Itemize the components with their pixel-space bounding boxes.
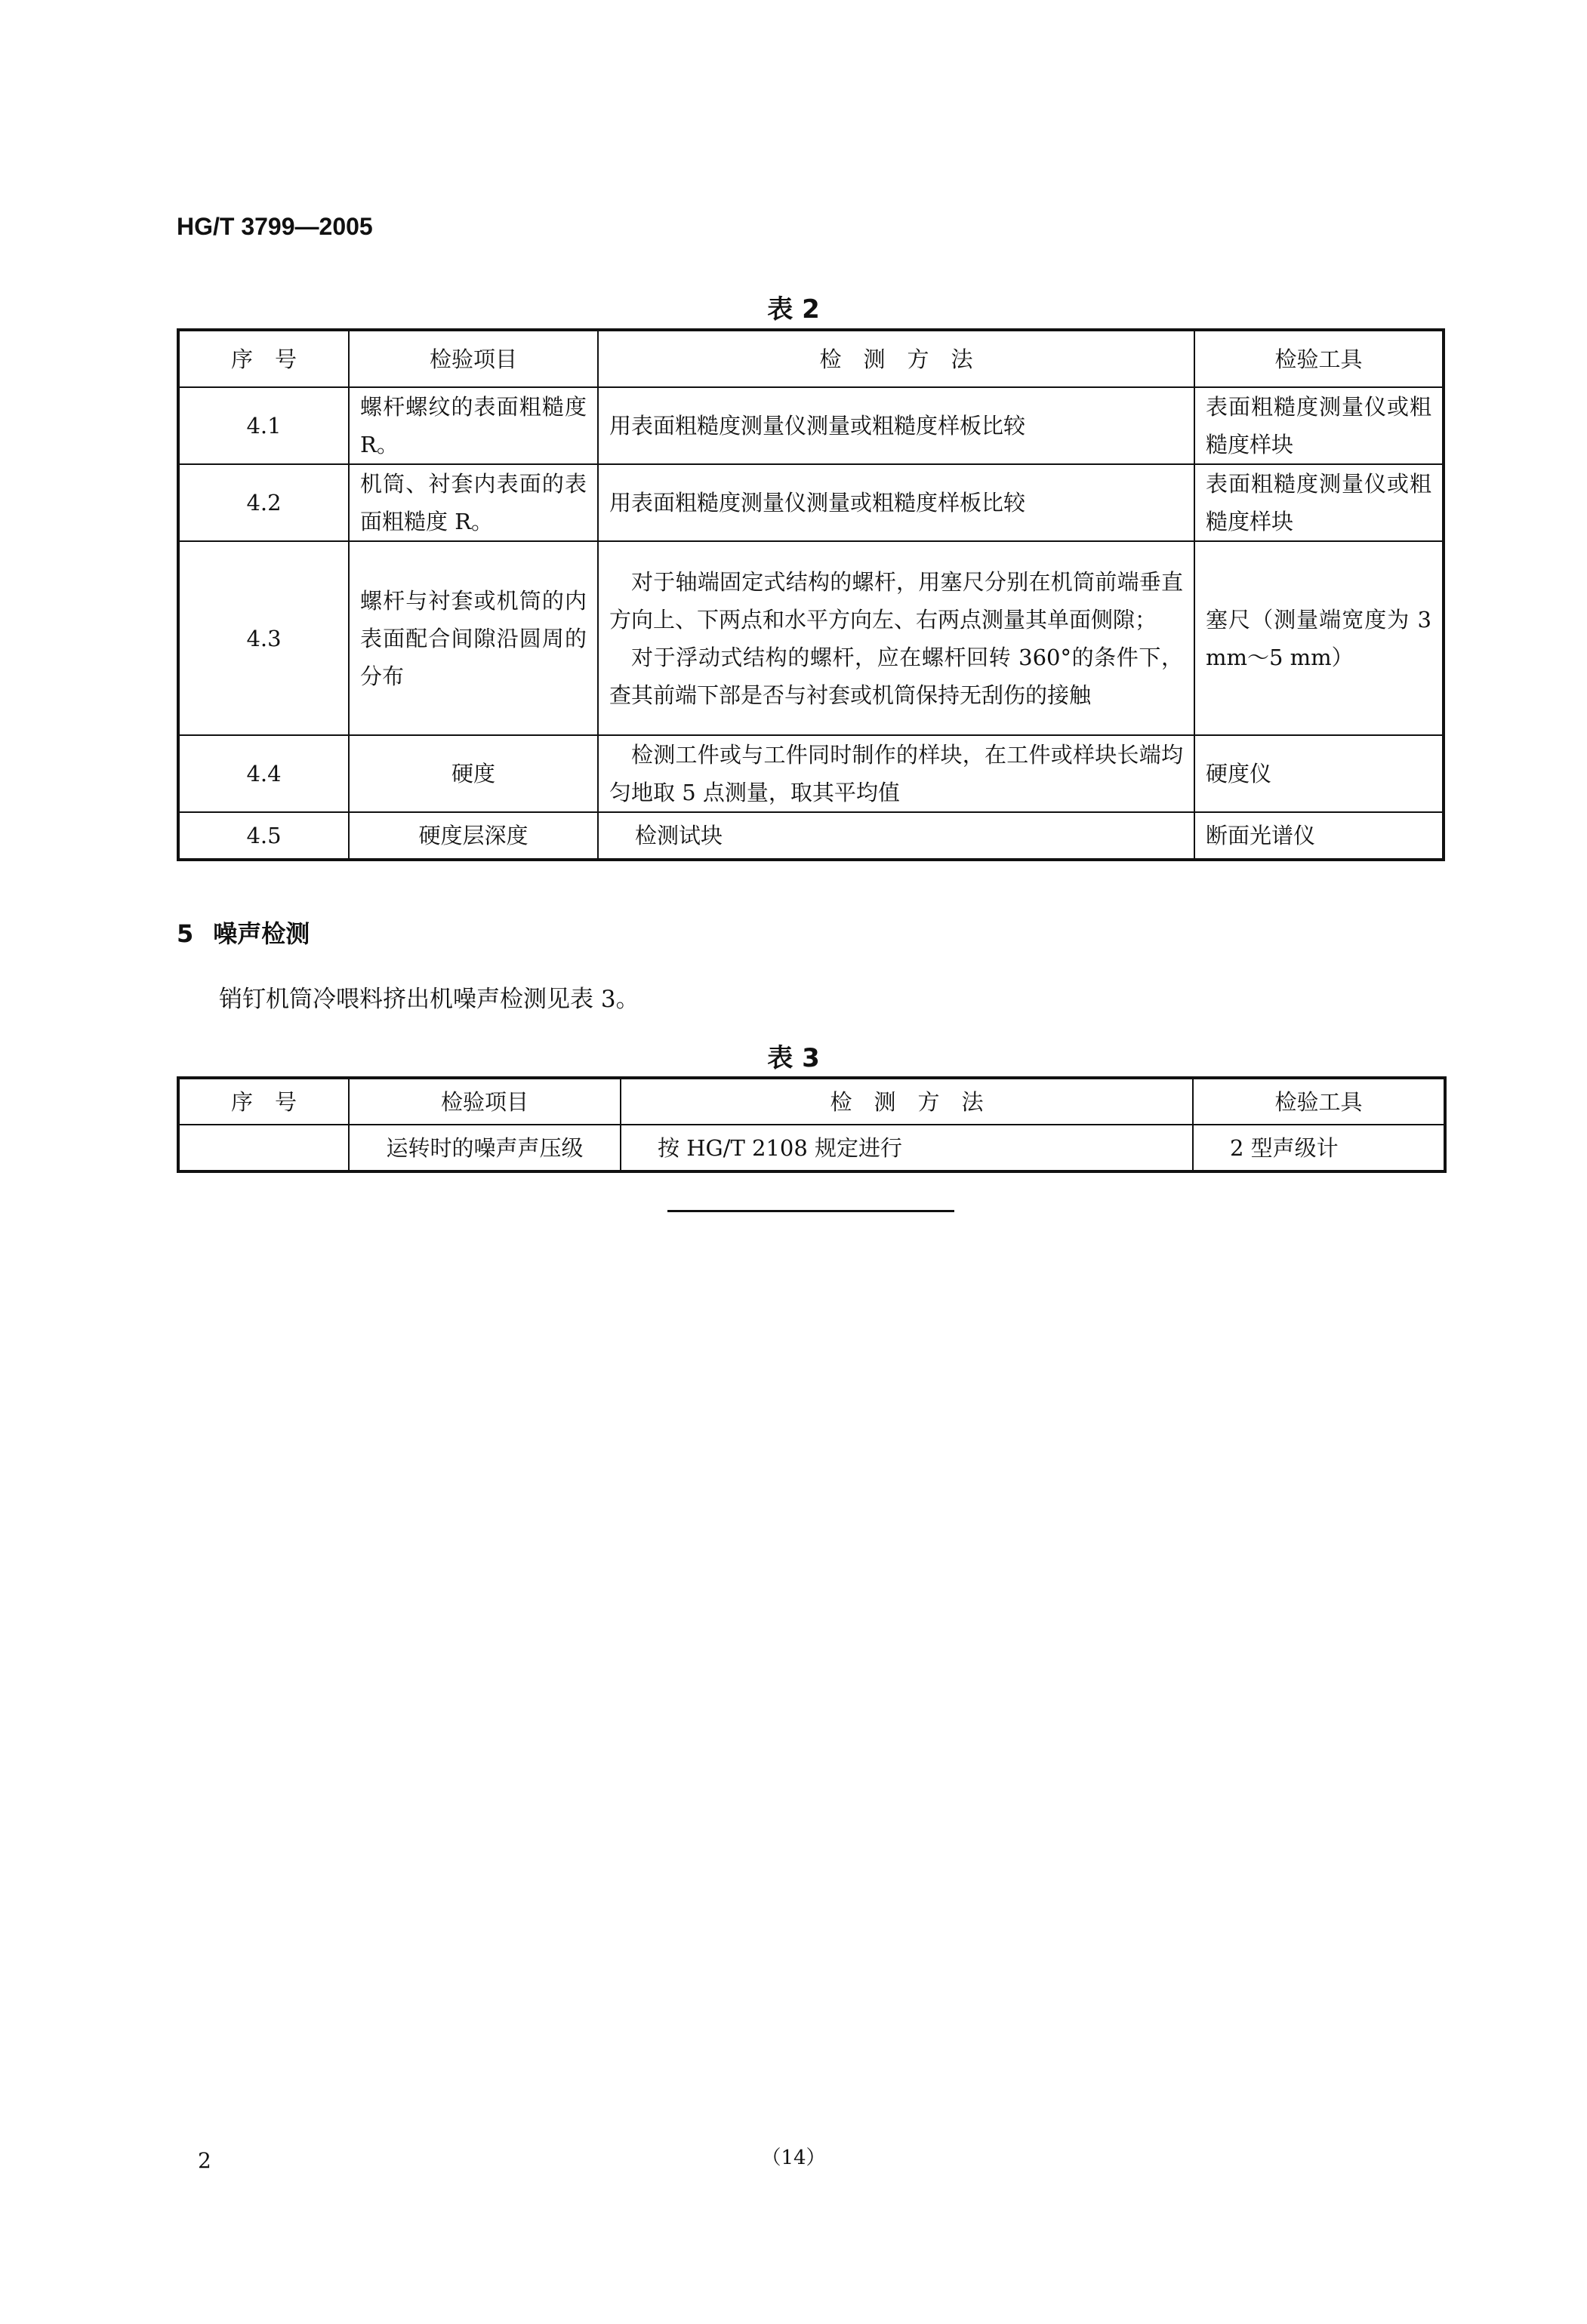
header-tool: 检验工具 — [1194, 330, 1444, 387]
row-item: 硬度层深度 — [349, 812, 598, 860]
section-heading — [177, 915, 310, 950]
table-2-header-row — [178, 330, 1444, 387]
table-row — [178, 735, 1444, 812]
method-paragraph: 对于浮动式结构的螺杆，应在螺杆回转 360°的条件下，查其前端下部是否与衬套或机筒保持无刮伤的接触 — [609, 644, 1183, 708]
header-seq: 序 号 — [178, 1078, 349, 1125]
row-seq: 4.5 — [178, 812, 349, 860]
standard-code: HG/T 3799—2005 — [177, 213, 373, 240]
row-method: 按 HG/T 2108 规定进行 — [621, 1125, 1193, 1171]
header-seq: 序 号 — [178, 330, 349, 387]
row-seq — [178, 1125, 349, 1171]
end-rule — [667, 1210, 954, 1212]
header-item: 检验项目 — [349, 1078, 621, 1125]
row-item: 螺杆螺纹的表面粗糙度 R。 — [349, 387, 598, 464]
row-seq: 4.3 — [178, 541, 349, 735]
header-tool: 检验工具 — [1193, 1078, 1445, 1125]
table-3-header-row — [178, 1078, 1445, 1125]
row-seq: 4.4 — [178, 735, 349, 812]
table-2 — [177, 328, 1445, 861]
row-tool: 断面光谱仪 — [1194, 812, 1444, 860]
row-tool: 2 型声级计 — [1193, 1125, 1445, 1171]
table-3 — [177, 1076, 1447, 1173]
header-method: 检 测 方 法 — [621, 1078, 1193, 1125]
row-item: 运转时的噪声声压级 — [349, 1125, 621, 1171]
sequence-number: （14） — [761, 2147, 826, 2169]
table-3-title: 表 3 — [767, 1043, 820, 1073]
table-2-title: 表 2 — [767, 294, 820, 325]
section-paragraph: 销钉机筒冷喂料挤出机噪声检测见表 3。 — [219, 986, 639, 1013]
row-method: 用表面粗糙度测量仪测量或粗糙度样板比较 — [598, 464, 1194, 541]
section-title: 噪声检测 — [213, 919, 310, 948]
row-item: 机筒、衬套内表面的表面粗糙度 R。 — [349, 464, 598, 541]
header-item: 检验项目 — [349, 330, 598, 387]
header-method: 检 测 方 法 — [598, 330, 1194, 387]
row-method: 检测工件或与工件同时制作的样块，在工件或样块长端均匀地取 5 点测量，取其平均值 — [598, 735, 1194, 812]
row-item: 硬度 — [349, 735, 598, 812]
row-tool: 塞尺（测量端宽度为 3 mm～5 mm） — [1194, 541, 1444, 735]
table-row — [178, 464, 1444, 541]
table-row — [178, 812, 1444, 860]
row-method — [598, 541, 1194, 735]
table-row — [178, 541, 1444, 735]
row-tool: 硬度仪 — [1194, 735, 1444, 812]
row-item: 螺杆与衬套或机筒的内表面配合间隙沿圆周的分布 — [349, 541, 598, 735]
row-seq: 4.2 — [178, 464, 349, 541]
page-number: 2 — [198, 2148, 211, 2173]
section-number: 5 — [177, 919, 194, 948]
method-paragraph: 对于轴端固定式结构的螺杆，用塞尺分别在机筒前端垂直方向上、下两点和水平方向左、右两点测量其单面侧隙； — [609, 568, 1183, 633]
row-seq: 4.1 — [178, 387, 349, 464]
table-row — [178, 387, 1444, 464]
row-method: 用表面粗糙度测量仪测量或粗糙度样板比较 — [598, 387, 1194, 464]
row-method: 检测试块 — [598, 812, 1194, 860]
row-tool: 表面粗糙度测量仪或粗糙度样块 — [1194, 464, 1444, 541]
row-tool: 表面粗糙度测量仪或粗糙度样块 — [1194, 387, 1444, 464]
table-row — [178, 1125, 1445, 1171]
